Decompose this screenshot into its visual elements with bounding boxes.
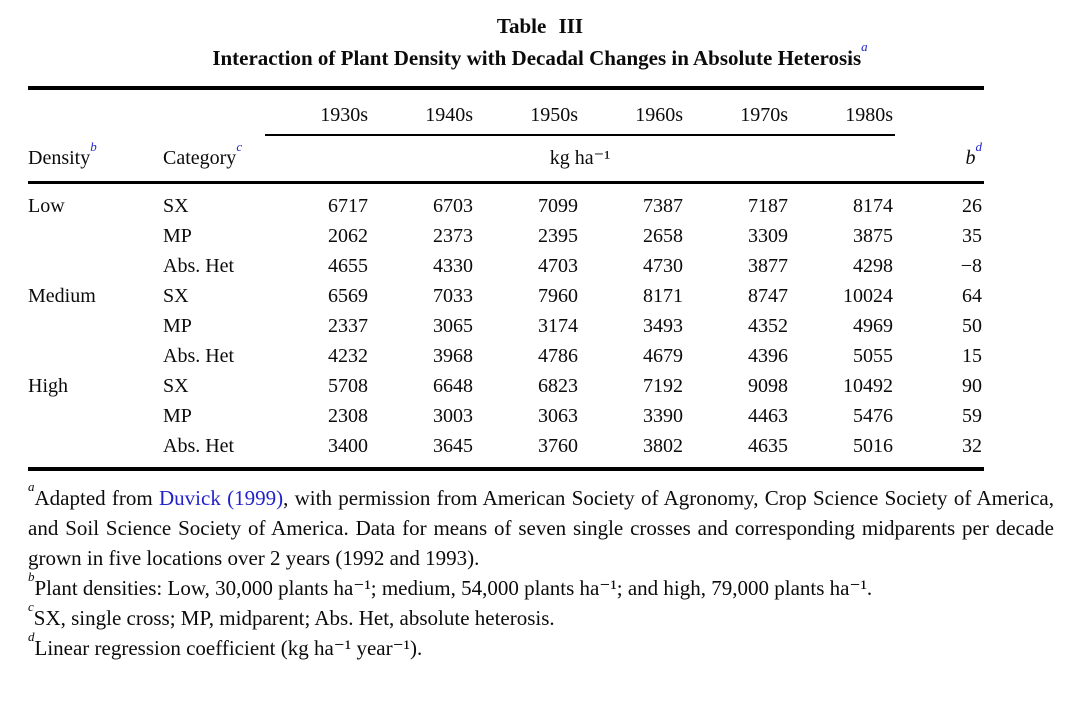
density-footnote-marker-b: b xyxy=(90,138,97,154)
regression-cell: 35 xyxy=(962,225,982,247)
value-cell: 4352 xyxy=(748,315,788,337)
value-cell: 6569 xyxy=(328,285,368,307)
category-cell: MP xyxy=(163,315,192,337)
value-cell: 3309 xyxy=(748,225,788,247)
density-cell: Medium xyxy=(28,285,96,307)
footnote-a xyxy=(28,479,1054,573)
table-row xyxy=(28,401,984,431)
caption-footnote-marker-a: a xyxy=(861,39,868,55)
value-cell: 3400 xyxy=(328,435,368,457)
density-cell: Low xyxy=(28,195,65,217)
value-cell: 7187 xyxy=(748,195,788,217)
density-cell xyxy=(28,401,163,431)
regression-cell: 59 xyxy=(962,405,982,427)
footnote-b xyxy=(28,569,1054,603)
density-header-label: Density xyxy=(28,147,91,169)
category-cell: SX xyxy=(163,285,189,307)
duvick-1999-citation-link[interactable]: Duvick (1999) xyxy=(159,486,284,510)
decade-header-spacer xyxy=(28,88,265,135)
footnote-b-marker: b xyxy=(28,569,35,585)
value-cell: 3760 xyxy=(538,435,578,457)
category-footnote-marker-c: c xyxy=(236,138,243,154)
value-cell: 4232 xyxy=(328,345,368,367)
density-cell xyxy=(28,221,163,251)
value-cell: 7033 xyxy=(433,285,473,307)
regression-cell: 64 xyxy=(962,285,982,307)
regression-cell: 15 xyxy=(962,345,982,367)
value-cell: 3645 xyxy=(433,435,473,457)
value-cell: 7192 xyxy=(643,375,683,397)
value-cell: 2395 xyxy=(538,225,578,247)
footnote-d-text: Linear regression coefficient (kg ha⁻¹ year⁻¹). xyxy=(34,636,423,660)
footnote-d-marker: d xyxy=(28,629,35,645)
table-caption xyxy=(0,39,1080,72)
value-cell: 4463 xyxy=(748,405,788,427)
regression-cell: −8 xyxy=(960,255,982,277)
value-cell: 3877 xyxy=(748,255,788,277)
value-cell: 2337 xyxy=(328,315,368,337)
value-cell: 2062 xyxy=(328,225,368,247)
table-caption-text: Interaction of Plant Density with Decadal Changes in Absolute Heterosis xyxy=(212,46,862,70)
value-cell: 5055 xyxy=(853,345,893,367)
table-row xyxy=(28,251,984,281)
value-cell: 2658 xyxy=(643,225,683,247)
value-cell: 3174 xyxy=(538,315,578,337)
regression-header-label: b xyxy=(965,147,976,169)
category-header-label: Category xyxy=(163,147,237,169)
density-cell xyxy=(28,251,163,281)
value-cell: 6717 xyxy=(328,195,368,217)
decade-header-1970s: 1970s xyxy=(685,88,790,135)
value-cell: 4655 xyxy=(328,255,368,277)
regression-cell: 50 xyxy=(962,315,982,337)
footnotes-block xyxy=(28,479,1054,663)
regression-column-header xyxy=(895,135,984,183)
density-column-header xyxy=(28,135,163,183)
footnote-c-marker: c xyxy=(28,599,34,615)
footnote-b-text: Plant densities: Low, 30,000 plants ha⁻¹; medium, 54,000 plants ha⁻¹; and high, 79,000 plants ha⁻¹. xyxy=(34,576,873,600)
table-row xyxy=(28,311,984,341)
table-row xyxy=(28,221,984,251)
value-cell: 7960 xyxy=(538,285,578,307)
density-cell xyxy=(28,311,163,341)
value-cell: 8171 xyxy=(643,285,683,307)
value-cell: 4969 xyxy=(853,315,893,337)
decade-header-1980s: 1980s xyxy=(790,88,895,135)
table-row xyxy=(28,183,984,222)
unit-column-header xyxy=(265,135,895,183)
category-cell: SX xyxy=(163,375,189,397)
value-cell: 6648 xyxy=(433,375,473,397)
footnote-d xyxy=(28,629,1054,663)
value-cell: 3063 xyxy=(538,405,578,427)
category-column-header xyxy=(163,135,265,183)
footnote-a-text-pre: Adapted from xyxy=(34,486,160,510)
category-cell: MP xyxy=(163,225,192,247)
value-cell: 5476 xyxy=(853,405,893,427)
table-row xyxy=(28,281,984,311)
value-cell: 10024 xyxy=(843,285,893,307)
value-cell: 10492 xyxy=(843,375,893,397)
table-body xyxy=(28,183,984,470)
footnote-c xyxy=(28,599,1054,633)
regression-footnote-marker-d: d xyxy=(975,138,982,154)
value-cell: 6703 xyxy=(433,195,473,217)
value-cell: 3493 xyxy=(643,315,683,337)
value-cell: 4330 xyxy=(433,255,473,277)
value-cell: 4786 xyxy=(538,345,578,367)
value-cell: 7387 xyxy=(643,195,683,217)
footnote-a-marker: a xyxy=(28,479,35,495)
value-cell: 3065 xyxy=(433,315,473,337)
decade-header-1960s: 1960s xyxy=(580,88,685,135)
value-cell: 2308 xyxy=(328,405,368,427)
decade-header-1940s: 1940s xyxy=(370,88,475,135)
value-cell: 3003 xyxy=(433,405,473,427)
value-cell: 4635 xyxy=(748,435,788,457)
value-cell: 3875 xyxy=(853,225,893,247)
value-cell: 4703 xyxy=(538,255,578,277)
value-cell: 8174 xyxy=(853,195,893,217)
value-cell: 7099 xyxy=(538,195,578,217)
regression-cell: 32 xyxy=(962,435,982,457)
density-cell xyxy=(28,341,163,371)
category-cell: Abs. Het xyxy=(163,345,235,367)
decade-header-spacer-right xyxy=(895,88,984,135)
value-cell: 4679 xyxy=(643,345,683,367)
regression-cell: 90 xyxy=(962,375,982,397)
value-cell: 2373 xyxy=(433,225,473,247)
density-cell: High xyxy=(28,375,68,397)
footnote-a-text-post: , with permission from American Society of Agronomy, Crop Science Society of America, and Soil Science Society of America. Data for means of seven single crosses and corresponding midparents per decade grown in five locations over 2 years (1992 and 1993). xyxy=(28,486,1054,570)
category-cell: Abs. Het xyxy=(163,435,235,457)
column-header-row xyxy=(28,135,984,183)
value-cell: 5016 xyxy=(853,435,893,457)
footnote-c-text: SX, single cross; MP, midparent; Abs. Het, absolute heterosis. xyxy=(33,606,555,630)
table-row xyxy=(28,431,984,469)
value-cell: 4298 xyxy=(853,255,893,277)
decade-header-1930s: 1930s xyxy=(265,88,370,135)
decade-header-1950s: 1950s xyxy=(475,88,580,135)
table-row xyxy=(28,371,984,401)
table-row xyxy=(28,341,984,371)
category-cell: SX xyxy=(163,195,189,217)
value-cell: 3390 xyxy=(643,405,683,427)
decade-header-row xyxy=(28,88,984,135)
value-cell: 9098 xyxy=(748,375,788,397)
value-cell: 8747 xyxy=(748,285,788,307)
value-cell: 5708 xyxy=(328,375,368,397)
value-cell: 6823 xyxy=(538,375,578,397)
value-cell: 3802 xyxy=(643,435,683,457)
table-number-title: Table III xyxy=(496,14,584,38)
unit-header-label: kg ha⁻¹ xyxy=(549,147,611,169)
category-cell: Abs. Het xyxy=(163,255,235,277)
value-cell: 4730 xyxy=(643,255,683,277)
value-cell: 4396 xyxy=(748,345,788,367)
density-cell xyxy=(28,431,163,469)
regression-cell: 26 xyxy=(962,195,982,217)
value-cell: 3968 xyxy=(433,345,473,367)
category-cell: MP xyxy=(163,405,192,427)
table-title-block xyxy=(0,0,1080,72)
heterosis-data-table xyxy=(28,86,984,471)
